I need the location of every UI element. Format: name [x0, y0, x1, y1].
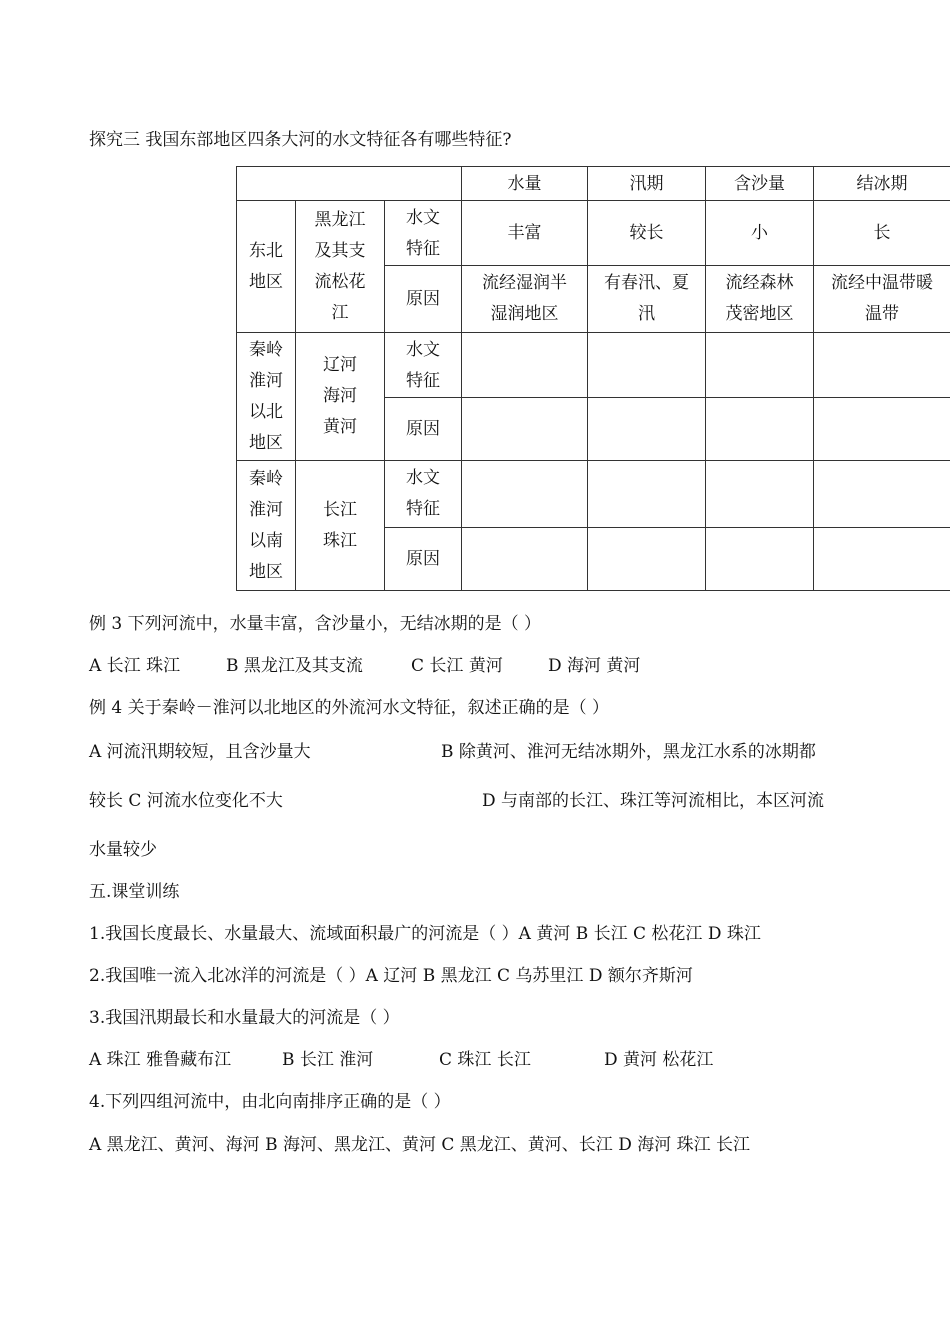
feature-cell: 长 [814, 201, 950, 266]
corner-cell [237, 167, 462, 201]
question-1: 1.我国长度最长、水量最大、流域面积最广的河流是（ ）A 黄河 B 长江 C 松花江 D 珠江 [89, 924, 761, 944]
section5-title: 五.课堂训练 [89, 882, 180, 902]
option-c: C 珠江 长江 [439, 1050, 531, 1070]
feature-cell [462, 333, 588, 398]
table-row [237, 461, 950, 528]
option-b: B 长江 淮河 [282, 1050, 374, 1070]
region-cell [237, 461, 296, 591]
region-cell [237, 201, 296, 333]
example3-options [89, 654, 640, 678]
option-d: D 海河 黄河 [548, 656, 641, 676]
header-water-volume: 水量 [462, 167, 588, 201]
row-label-feature: 水文 特征 [385, 333, 462, 398]
region-label: 秦岭 淮河 以北 地区 [249, 339, 283, 453]
region-label: 秦岭 淮河 以南 地区 [249, 468, 283, 582]
feature-cell: 丰富 [462, 201, 588, 266]
example4-line3: 水量较少 [89, 840, 157, 860]
reason-cell [462, 528, 588, 591]
reason-cell [588, 528, 706, 591]
region-label: 东北 地区 [249, 240, 283, 292]
explore-title: 探究三 我国东部地区四条大河的水文特征各有哪些特征? [89, 130, 512, 150]
feature-cell [588, 461, 706, 528]
option-a: A 长江 珠江 [89, 656, 181, 676]
option-b: B 除黄河、淮河无结冰期外，黑龙江水系的冰期都 [441, 742, 816, 762]
row-label-feature: 水文 特征 [385, 461, 462, 528]
reason-cell [462, 398, 588, 461]
row-label-reason: 原因 [385, 528, 462, 591]
region-cell [237, 333, 296, 461]
question-2: 2.我国唯一流入北冰洋的河流是（ ）A 辽河 B 黑龙江 C 乌苏里江 D 额尔齐斯河 [89, 966, 693, 986]
rivers-cell [296, 333, 385, 461]
question-3: 3.我国汛期最长和水量最大的河流是（ ） [89, 1008, 400, 1028]
reason-cell [814, 528, 950, 591]
rivers-cell [296, 201, 385, 333]
header-freezing: 结冰期 [814, 167, 950, 201]
option-a: A 河流汛期较短，且含沙量大 [89, 742, 311, 762]
row-label-reason: 原因 [385, 398, 462, 461]
feature-cell: 较长 [588, 201, 706, 266]
reason-cell [588, 398, 706, 461]
feature-cell [462, 461, 588, 528]
row-label-reason: 原因 [385, 266, 462, 333]
hydrology-table [236, 166, 950, 591]
reason-cell: 流经森林 茂密地区 [706, 266, 814, 333]
rivers-label: 辽河 海河 黄河 [323, 355, 357, 437]
rivers-cell [296, 461, 385, 591]
option-d: D 黄河 松花江 [604, 1050, 714, 1070]
reason-cell [706, 398, 814, 461]
row-label-feature: 水文 特征 [385, 201, 462, 266]
header-row [237, 167, 950, 201]
example3-question: 例 3 下列河流中，水量丰富，含沙量小，无结冰期的是（ ） [89, 614, 542, 634]
reason-cell [706, 528, 814, 591]
option-a: A 珠江 雅鲁藏布江 [89, 1050, 232, 1070]
reason-cell [814, 398, 950, 461]
feature-cell [814, 461, 950, 528]
question-3-options [89, 1048, 713, 1072]
option-b: B 黑龙江及其支流 [226, 656, 363, 676]
example4-question: 例 4 关于秦岭－淮河以北地区的外流河水文特征，叙述正确的是（ ） [89, 698, 610, 718]
rivers-label: 黑龙江 及其支 流松花 江 [314, 209, 366, 323]
feature-cell [588, 333, 706, 398]
rivers-label: 长江 珠江 [323, 499, 357, 551]
option-d: D 与南部的长江、珠江等河流相比，本区河流 [482, 791, 825, 811]
reason-cell: 流经湿润半 湿润地区 [462, 266, 588, 333]
reason-cell: 流经中温带暖 温带 [814, 266, 950, 333]
feature-cell [706, 333, 814, 398]
question-4-options: A 黑龙江、黄河、海河 B 海河、黑龙江、黄河 C 黑龙江、黄河、长江 D 海河 珠江 长江 [89, 1135, 751, 1155]
feature-cell [706, 461, 814, 528]
header-flood-season: 汛期 [588, 167, 706, 201]
example4-line1 [89, 740, 816, 764]
option-c: C 长江 黄河 [411, 656, 503, 676]
question-4: 4.下列四组河流中，由北向南排序正确的是（ ） [89, 1092, 451, 1112]
table-row [237, 201, 950, 266]
header-sediment: 含沙量 [706, 167, 814, 201]
table-row [237, 333, 950, 398]
option-c: 较长 C 河流水位变化不大 [89, 791, 283, 811]
reason-cell: 有春汛、夏 汛 [588, 266, 706, 333]
feature-cell: 小 [706, 201, 814, 266]
example4-line2 [89, 789, 824, 813]
feature-cell [814, 333, 950, 398]
